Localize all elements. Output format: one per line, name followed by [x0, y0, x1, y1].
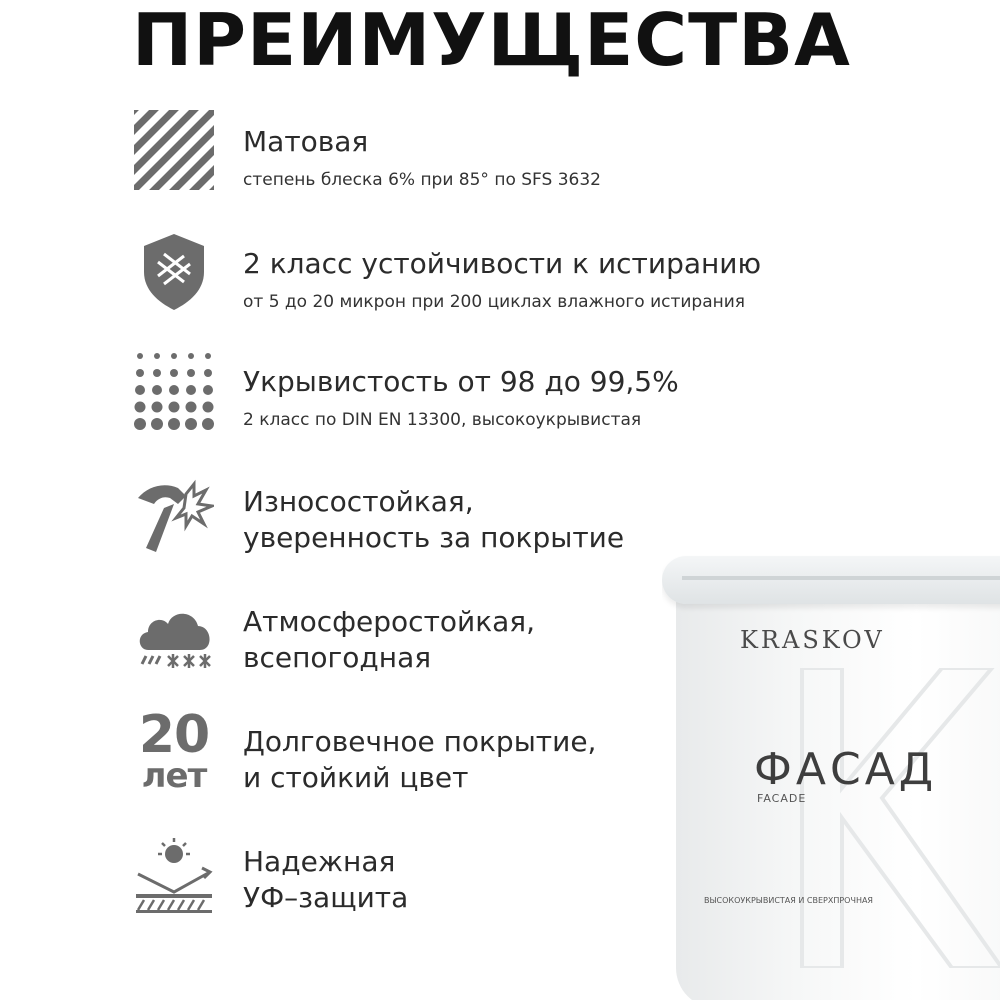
years-number: 20	[138, 705, 210, 765]
feature-title-line-2: и стойкий цвет	[243, 761, 469, 794]
product-description: ВЫСОКОУКРЫВИСТАЯ И СВЕРХПРОЧНАЯ	[704, 896, 873, 905]
feature-subtitle: степень блеска 6% при 85° по SFS 3632	[243, 170, 601, 190]
feature-title: Укрывистость от 98 до 99,5%	[243, 365, 679, 398]
dot-grid-icon	[134, 350, 214, 430]
feature-title-line-1: Долговечное покрытие,	[243, 725, 597, 758]
feature-title-line-2: всепогодная	[243, 641, 432, 674]
feature-title-line-2: УФ–защита	[243, 881, 409, 914]
feature-subtitle: от 5 до 20 микрон при 200 циклах влажного истирания	[243, 292, 746, 312]
years-badge	[134, 705, 214, 796]
sun-uv-protection-icon	[134, 834, 214, 914]
brand-k-watermark	[762, 668, 1000, 968]
feature-title-line-2: уверенность за покрытие	[243, 521, 625, 554]
cloud-rain-snow-icon	[134, 594, 214, 674]
product-name-en: FACADE	[757, 792, 807, 805]
feature-title: 2 класс устойчивости к истиранию	[243, 247, 762, 280]
feature-title-line-1: Износостойкая,	[243, 485, 474, 518]
years-label: лет	[141, 756, 207, 796]
feature-subtitle: 2 класс по DIN EN 13300, высокоукрывистая	[243, 410, 642, 430]
shield-grid-icon	[134, 232, 214, 312]
paint-can-image	[662, 548, 1000, 1000]
page-title: ПРЕИМУЩЕСТВА	[132, 0, 851, 82]
feature-title-line-1: Атмосферостойкая,	[243, 605, 536, 638]
brand-name: KRASKOV	[740, 626, 885, 654]
diagonal-stripes-icon	[134, 110, 214, 190]
feature-title-line-1: Надежная	[243, 845, 396, 878]
hammer-impact-icon	[134, 478, 214, 558]
product-name: ФАСАД	[754, 744, 938, 795]
feature-title: Матовая	[243, 125, 369, 158]
paint-can-lid	[662, 556, 1000, 604]
